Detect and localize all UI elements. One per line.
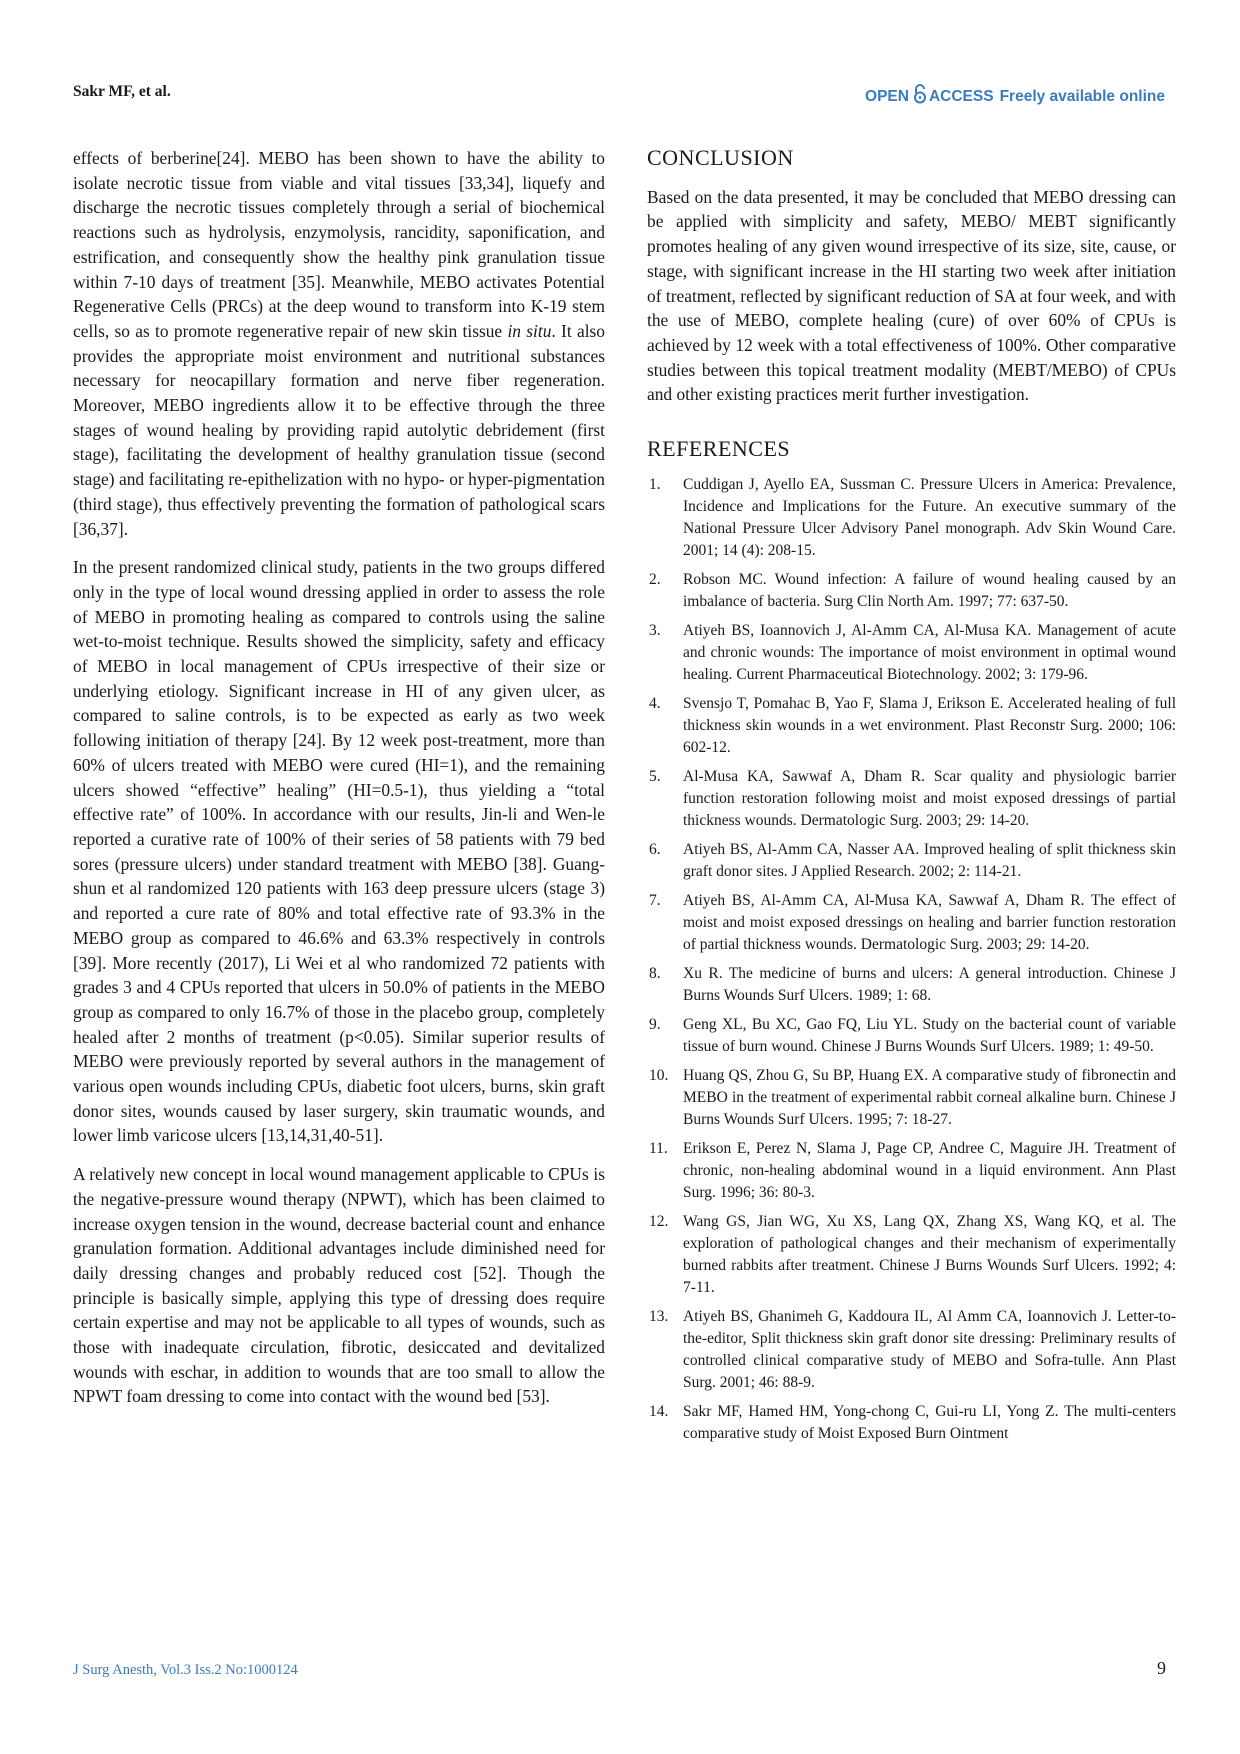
reference-item: [647, 474, 1176, 562]
reference-text: Erikson E, Perez N, Slama J, Page CP, Andree C, Maguire JH. Treatment of chronic, non-healing abdominal wound in a liquid environment. Ann Plast Surg. 1996; 36: 80-3.: [683, 1139, 1176, 1201]
reference-number: 7.: [649, 891, 661, 909]
discussion-paragraph-2: In the present randomized clinical study, patients in the two groups differed only in the type of local wound dressing applied in order to assess the role of MEBO in promoting healing as compared to controls using the saline wet-to-moist technique. Results showed the simplicity, safety and efficacy of MEBO in local management of CPUs irrespective of their size or underlying etiology. Significant increase in HI of any given ulcer, as compared to saline controls, is to be expected as early as two week following initiation of therapy [24]. By 12 week post-treatment, more than 60% of ulcers treated with MEBO were cured (HI=1), and the remaining ulcers showed “effective” healing” (HI=0.5-1), thus yielding a “total effective rate” of 100%. In accordance with our results, Jin-li and Wen-le reported a curative rate of 100% of their series of 58 patients with 79 bed sores (pressure ulcers) under standard treatment with MEBO [38]. Guang-shun et al randomized 120 patients with 163 deep pressure ulcers (stage 3) and reported a cure rate of 80% and total effective rate of 93.3% in the MEBO group as compared to 46.6% and 63.3% respectively in controls [39]. More recently (2017), Li Wei et al who randomized 72 patients with grades 3 and 4 CPUs reported that ulcers in 50.0% of patients in the MEBO group as compared to only 16.7% of those in the placebo group, completely healed after 2 months of treatment (p<0.05). Similar superior results of MEBO were previously reported by several authors in the management of various open wounds including CPUs, diabetic foot ulcers, burns, skin graft donor sites, wounds caused by laser surgery, skin traumatic wounds, and lower limb varicose ulcers [13,14,31,40-51].: [73, 557, 605, 1146]
reference-item: [647, 1211, 1176, 1299]
reference-item: [647, 963, 1176, 1007]
conclusion-heading: CONCLUSION: [647, 145, 794, 170]
reference-item: [647, 1401, 1176, 1445]
open-label: OPEN: [865, 87, 909, 105]
reference-text: Sakr MF, Hamed HM, Yong-chong C, Gui-ru LI, Yong Z. The multi-centers comparative study of Moist Exposed Burn Ointment: [683, 1402, 1176, 1442]
reference-text: Wang GS, Jian WG, Xu XS, Lang QX, Zhang XS, Wang KQ, et al. The exploration of pathological changes and their mechanism of experimentally burned rabbits after treatment. Chinese J Burns Wounds Surf Ulcers. 1992; 4: 7-11.: [683, 1212, 1176, 1296]
conclusion-paragraph: Based on the data presented, it may be concluded that MEBO dressing can be applied with simplicity and safety, MEBO/ MEBT significantly promotes healing of any given wound irrespective of its size, site, cause, or stage, with significant increase in the HI starting two week after initiation of treatment, reflected by significant reduction of SA at four week, and with the use of MEBO, complete healing (cure) of over 60% of CPUs is achieved by 12 week with a total effectiveness of 100%. Other comparative studies between this topical treatment modality (MEBT/MEBO) of CPUs and other existing practices merit further investigation.: [647, 186, 1176, 405]
reference-item: [647, 1014, 1176, 1058]
reference-number: 6.: [649, 840, 661, 858]
open-access-lock-icon: [913, 84, 927, 109]
reference-number: 4.: [649, 694, 661, 712]
access-label: ACCESS: [928, 87, 994, 105]
references-list: [647, 474, 1176, 1445]
reference-item: [647, 569, 1176, 613]
reference-text: Cuddigan J, Ayello EA, Sussman C. Pressure Ulcers in America: Prevalence, Incidence and Implications for the Future. An executive summary of the National Pressure Ulcer Advisory Panel monograph. Adv Skin Wound Care. 2001; 14 (4): 208-15.: [683, 475, 1176, 559]
references-heading: REFERENCES: [647, 436, 791, 462]
reference-number: 1.: [649, 475, 661, 493]
reference-text: Geng XL, Bu XC, Gao FQ, Liu YL. Study on the bacterial count of variable tissue of burn wound. Chinese J Burns Wounds Surf Ulcers. 1989; 1: 49-50.: [683, 1015, 1176, 1055]
reference-text: Robson MC. Wound infection: A failure of wound healing caused by an imbalance of bacteria. Surg Clin North Am. 1997; 77: 637-50.: [683, 570, 1176, 610]
footer-journal-citation: J Surg Anesth, Vol.3 Iss.2 No:1000124: [73, 1662, 298, 1678]
reference-number: 13.: [649, 1307, 669, 1325]
running-head-author: Sakr MF, et al.: [73, 83, 171, 100]
reference-text: Atiyeh BS, Ioannovich J, Al-Amm CA, Al-Musa KA. Management of acute and chronic wounds: The importance of moist environment in optimal wound healing. Current Pharmaceutical Biotechnology. 2002; 3: 179-96.: [683, 621, 1176, 683]
reference-text: Atiyeh BS, Ghanimeh G, Kaddoura IL, Al Amm CA, Ioannovich J. Letter-to-the-editor, Split thickness skin graft donor site dressing: Preliminary results of controlled clinical comparative study of MEBO and Sofra-tulle. Ann Plast Surg. 2001; 46: 88-9.: [683, 1307, 1176, 1391]
reference-item: [647, 766, 1176, 832]
reference-text: Atiyeh BS, Al-Amm CA, Al-Musa KA, Sawwaf A, Dham R. The effect of moist and moist exposed dressings on healing and barrier function restoration of partial thickness wounds. Dermatologic Surg. 2003; 29: 14-20.: [683, 891, 1176, 953]
reference-item: [647, 1138, 1176, 1204]
reference-item: [647, 890, 1176, 956]
page-number: 9: [1157, 1658, 1166, 1678]
reference-text: Al-Musa KA, Sawwaf A, Dham R. Scar quality and physiologic barrier function restoration following moist and moist exposed dressings of partial thickness wounds. Dermatologic Surg. 2003; 29: 14-20.: [683, 767, 1176, 829]
right-column: [647, 146, 1176, 1452]
reference-item: [647, 839, 1176, 883]
reference-item: [647, 620, 1176, 686]
reference-number: 5.: [649, 767, 661, 785]
reference-item: [647, 1306, 1176, 1394]
reference-number: 3.: [649, 621, 661, 639]
italic-in-situ: in situ: [507, 320, 552, 341]
reference-text: Xu R. The medicine of burns and ulcers: A general introduction. Chinese J Burns Wounds Surf Ulcers. 1989; 1: 68.: [683, 964, 1176, 1004]
reference-number: 8.: [649, 964, 661, 982]
reference-item: [647, 693, 1176, 759]
reference-number: 11.: [649, 1139, 668, 1157]
left-column: [73, 146, 605, 1423]
reference-number: 2.: [649, 570, 661, 588]
reference-number: 9.: [649, 1015, 661, 1033]
reference-text: Huang QS, Zhou G, Su BP, Huang EX. A comparative study of fibronectin and MEBO in the treatment of experimental rabbit corneal alkaline burn. Chinese J Burns Wounds Surf Ulcers. 1995; 7: 18-27.: [683, 1066, 1176, 1128]
discussion-paragraph-1: effects of berberine[24]. MEBO has been shown to have the ability to isolate necrotic tissue from viable and vital tissues [33,34], liquefy and discharge the necrotic tissues completely through a serial of biochemical reactions such as hydrolysis, enzymolysis, rancidity, saponification, and estrification, and consequently show the healthy pink granulation tissue within 7-10 days of treatment [35]. Meanwhile, MEBO activates Potential Regenerative Cells (PRCs) at the deep wound to transform into K-19 stem cells, so as to promote regenerative repair of new skin tissue in situ. It also provides the appropriate moist environment and nutritional substances necessary for neocapillary formation and nerve fiber regeneration. Moreover, MEBO ingredients allow it to be effective through the three stages of wound healing by providing rapid autolytic debridement (first stage), facilitating the development of healthy granulation tissue (second stage) and facilitating re-epithelization with no hypo- or hyper-pigmentation (third stage), thus effectively preventing the formation of pathological scars [36,37].: [73, 148, 605, 539]
discussion-paragraph-3: A relatively new concept in local wound management applicable to CPUs is the negative-pressure wound therapy (NPWT), which has been claimed to increase oxygen tension in the wound, decrease bacterial count and enhance granulation formation. Additional advantages include diminished need for daily dressing changes and probably reduced cost [52]. Though the principle is basically simple, applying this type of dressing does require certain expertise and may not be applicable to all types of wounds, such as those with inadequate circulation, fibrotic, desiccated and devitalized wounds with eschar, in addition to wounds that are too small to allow the NPWT foam dressing to come into contact with the wound bed [53].: [73, 1164, 605, 1407]
reference-number: 14.: [649, 1402, 669, 1420]
reference-item: [647, 1065, 1176, 1131]
reference-number: 10.: [649, 1066, 669, 1084]
reference-number: 12.: [649, 1212, 669, 1230]
reference-text: Atiyeh BS, Al-Amm CA, Nasser AA. Improved healing of split thickness skin graft donor sites. J Applied Research. 2002; 2: 114-21.: [683, 840, 1176, 880]
open-access-badge[interactable]: [865, 84, 1165, 109]
reference-text: Svensjo T, Pomahac B, Yao F, Slama J, Erikson E. Accelerated healing of full thickness skin wounds in a wet environment. Plast Reconstr Surg. 2000; 106: 602-12.: [683, 694, 1176, 756]
freely-available-label: Freely available online: [999, 87, 1165, 105]
